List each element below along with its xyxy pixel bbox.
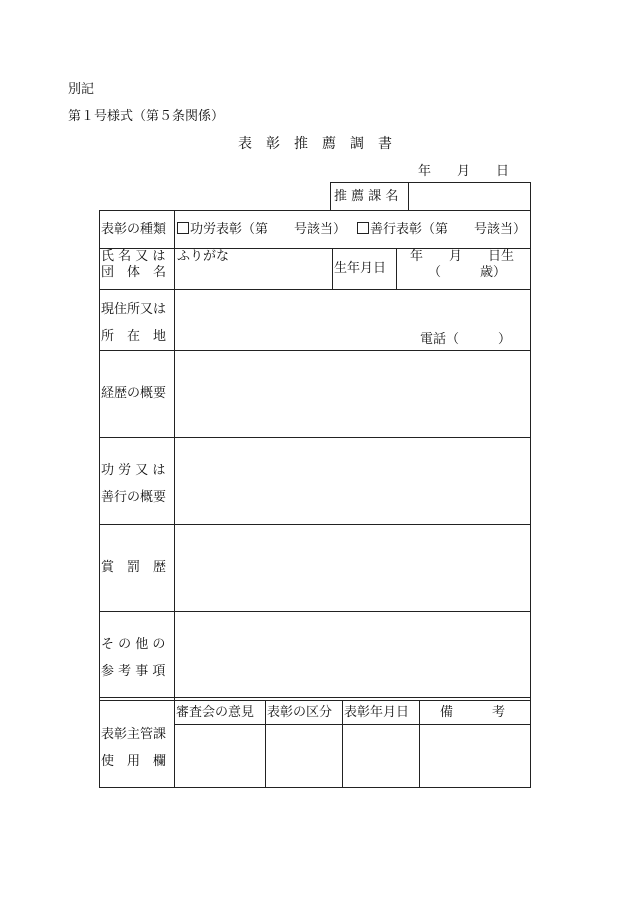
admin-column-review-opinion: 審査会の意見 (176, 705, 255, 720)
merit-label: 功 労 又 は 善行の概要 (101, 463, 167, 505)
birth-date-label: 生年月日 (334, 261, 387, 276)
award-type-label: 表彰の種類 (101, 222, 167, 237)
birth-date-value: 年 月 日生 （ 歳） (410, 249, 515, 280)
record-label: 賞 罰 歴 (101, 560, 167, 575)
document-title: 表 彰 推 薦 調 書 (238, 136, 392, 152)
name-label: 氏 名 又 は 団 体 名 (101, 249, 167, 280)
career-label: 経歴の概要 (101, 386, 167, 401)
award-option-merit[interactable]: 功労表彰（第 号該当） (177, 220, 346, 239)
other-label: そ の 他 の 参 考 事 項 (101, 637, 166, 679)
award-option-good-deed[interactable]: 善行表彰（第 号該当） (357, 220, 526, 239)
phone-field[interactable]: 電話（ ） (420, 332, 512, 347)
form-number: 第１号様式（第５条関係） (68, 109, 225, 124)
admin-column-remarks: 備 考 (440, 705, 506, 720)
admin-column-award-category: 表彰の区分 (267, 705, 333, 720)
annex-label: 別記 (68, 82, 95, 97)
address-label: 現住所又は 所 在 地 (101, 302, 167, 344)
recommend-section-label: 推 薦 課 名 (334, 189, 399, 204)
checkbox-icon[interactable] (177, 222, 189, 234)
admin-section-label: 表彰主管課 使 用 欄 (101, 727, 167, 769)
admin-column-award-date: 表彰年月日 (344, 705, 410, 720)
furigana-label: ふりがな (177, 249, 230, 264)
checkbox-icon[interactable] (357, 222, 369, 234)
date-line: 年 月 日 (418, 164, 510, 179)
